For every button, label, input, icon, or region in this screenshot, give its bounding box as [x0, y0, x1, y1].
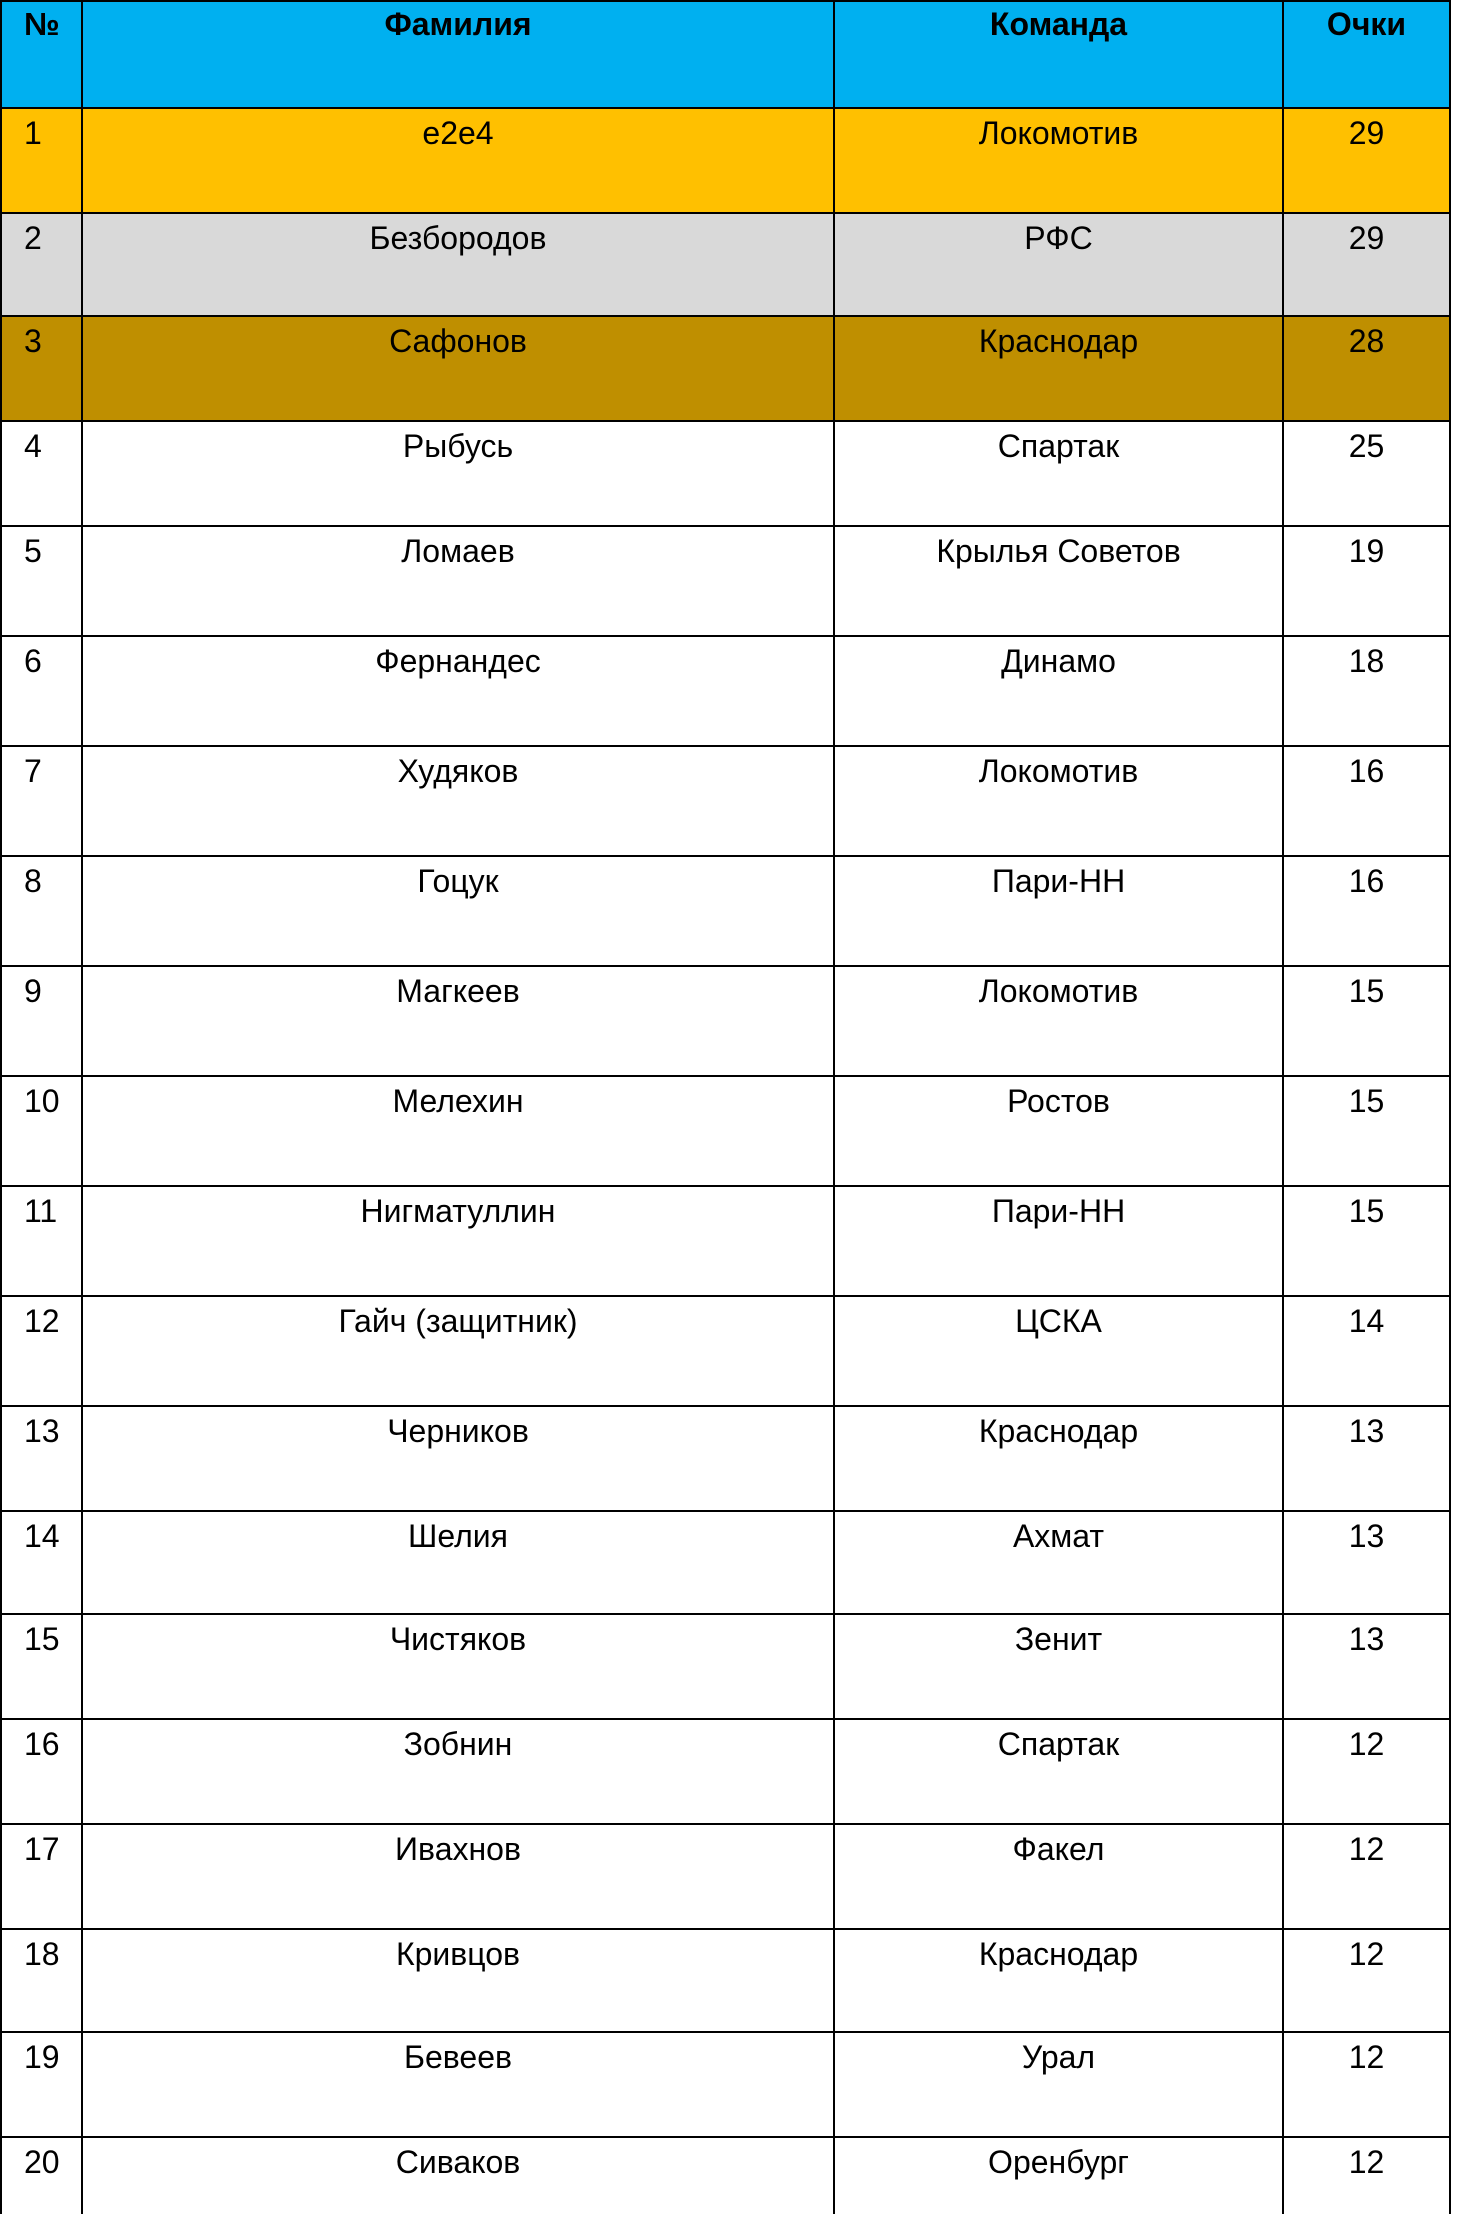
cell-team: РФС: [834, 213, 1283, 316]
cell-points: 13: [1283, 1511, 1450, 1614]
cell-team: Локомотив: [834, 108, 1283, 213]
cell-num: 10: [1, 1076, 82, 1186]
cell-num: 3: [1, 316, 82, 421]
cell-points: 25: [1283, 421, 1450, 526]
cell-num: 18: [1, 1929, 82, 2032]
table-row: [1, 2032, 1450, 2137]
cell-points: 15: [1283, 1186, 1450, 1296]
cell-num: 12: [1, 1296, 82, 1406]
header-row: [1, 1, 1450, 108]
table-row: [1, 2137, 1450, 2214]
cell-team: Ростов: [834, 1076, 1283, 1186]
cell-surname: Бевеев: [82, 2032, 834, 2137]
cell-surname: Магкеев: [82, 966, 834, 1076]
cell-points: 16: [1283, 746, 1450, 856]
cell-surname: Сиваков: [82, 2137, 834, 2214]
header-num: №: [1, 1, 82, 108]
cell-surname: Чистяков: [82, 1614, 834, 1719]
cell-points: 12: [1283, 1929, 1450, 2032]
table-row: [1, 856, 1450, 966]
cell-points: 12: [1283, 2137, 1450, 2214]
table-row: [1, 746, 1450, 856]
header-team: Команда: [834, 1, 1283, 108]
header-points: Очки: [1283, 1, 1450, 108]
table-row: [1, 1929, 1450, 2032]
cell-num: 2: [1, 213, 82, 316]
cell-num: 15: [1, 1614, 82, 1719]
cell-surname: Шелия: [82, 1511, 834, 1614]
cell-team: Локомотив: [834, 746, 1283, 856]
cell-num: 17: [1, 1824, 82, 1929]
cell-points: 14: [1283, 1296, 1450, 1406]
cell-points: 29: [1283, 108, 1450, 213]
table-row: [1, 1824, 1450, 1929]
cell-team: Динамо: [834, 636, 1283, 746]
table-row: [1, 316, 1450, 421]
cell-team: Краснодар: [834, 1406, 1283, 1511]
cell-surname: Фернандес: [82, 636, 834, 746]
cell-points: 13: [1283, 1614, 1450, 1719]
cell-surname: Мелехин: [82, 1076, 834, 1186]
header-surname: Фамилия: [82, 1, 834, 108]
table-row: [1, 636, 1450, 746]
cell-surname: Черников: [82, 1406, 834, 1511]
cell-team: Спартак: [834, 421, 1283, 526]
cell-team: Краснодар: [834, 316, 1283, 421]
cell-num: 14: [1, 1511, 82, 1614]
cell-team: Факел: [834, 1824, 1283, 1929]
table-row: [1, 1719, 1450, 1824]
cell-team: Краснодар: [834, 1929, 1283, 2032]
cell-surname: Гоцук: [82, 856, 834, 966]
cell-team: Зенит: [834, 1614, 1283, 1719]
cell-team: Ахмат: [834, 1511, 1283, 1614]
cell-points: 12: [1283, 1719, 1450, 1824]
table-row: [1, 966, 1450, 1076]
cell-num: 8: [1, 856, 82, 966]
cell-surname: Ломаев: [82, 526, 834, 636]
cell-points: 18: [1283, 636, 1450, 746]
cell-num: 20: [1, 2137, 82, 2214]
cell-team: Пари-НН: [834, 856, 1283, 966]
cell-surname: Сафонов: [82, 316, 834, 421]
cell-team: ЦСКА: [834, 1296, 1283, 1406]
table-row: [1, 421, 1450, 526]
cell-points: 13: [1283, 1406, 1450, 1511]
cell-surname: Ивахнов: [82, 1824, 834, 1929]
table-row: [1, 213, 1450, 316]
cell-num: 13: [1, 1406, 82, 1511]
cell-num: 7: [1, 746, 82, 856]
table-row: [1, 1511, 1450, 1614]
table-row: [1, 1406, 1450, 1511]
cell-team: Спартак: [834, 1719, 1283, 1824]
cell-num: 19: [1, 2032, 82, 2137]
cell-points: 29: [1283, 213, 1450, 316]
cell-surname: Зобнин: [82, 1719, 834, 1824]
cell-surname: Кривцов: [82, 1929, 834, 2032]
cell-points: 15: [1283, 1076, 1450, 1186]
cell-points: 16: [1283, 856, 1450, 966]
cell-team: Оренбург: [834, 2137, 1283, 2214]
table-row: [1, 1614, 1450, 1719]
cell-points: 19: [1283, 526, 1450, 636]
table-row: [1, 108, 1450, 213]
cell-surname: Гайч (защитник): [82, 1296, 834, 1406]
cell-surname: е2е4: [82, 108, 834, 213]
cell-team: Пари-НН: [834, 1186, 1283, 1296]
table-row: [1, 1076, 1450, 1186]
cell-surname: Худяков: [82, 746, 834, 856]
cell-team: Крылья Советов: [834, 526, 1283, 636]
cell-num: 1: [1, 108, 82, 213]
table-body: [1, 108, 1450, 2214]
cell-points: 12: [1283, 2032, 1450, 2137]
cell-surname: Рыбусь: [82, 421, 834, 526]
cell-num: 9: [1, 966, 82, 1076]
table-row: [1, 1186, 1450, 1296]
cell-surname: Безбородов: [82, 213, 834, 316]
table-row: [1, 1296, 1450, 1406]
cell-team: Локомотив: [834, 966, 1283, 1076]
cell-team: Урал: [834, 2032, 1283, 2137]
cell-num: 4: [1, 421, 82, 526]
cell-surname: Нигматуллин: [82, 1186, 834, 1296]
cell-num: 11: [1, 1186, 82, 1296]
cell-num: 16: [1, 1719, 82, 1824]
table-row: [1, 526, 1450, 636]
cell-points: 15: [1283, 966, 1450, 1076]
cell-num: 5: [1, 526, 82, 636]
cell-points: 28: [1283, 316, 1450, 421]
cell-points: 12: [1283, 1824, 1450, 1929]
cell-num: 6: [1, 636, 82, 746]
